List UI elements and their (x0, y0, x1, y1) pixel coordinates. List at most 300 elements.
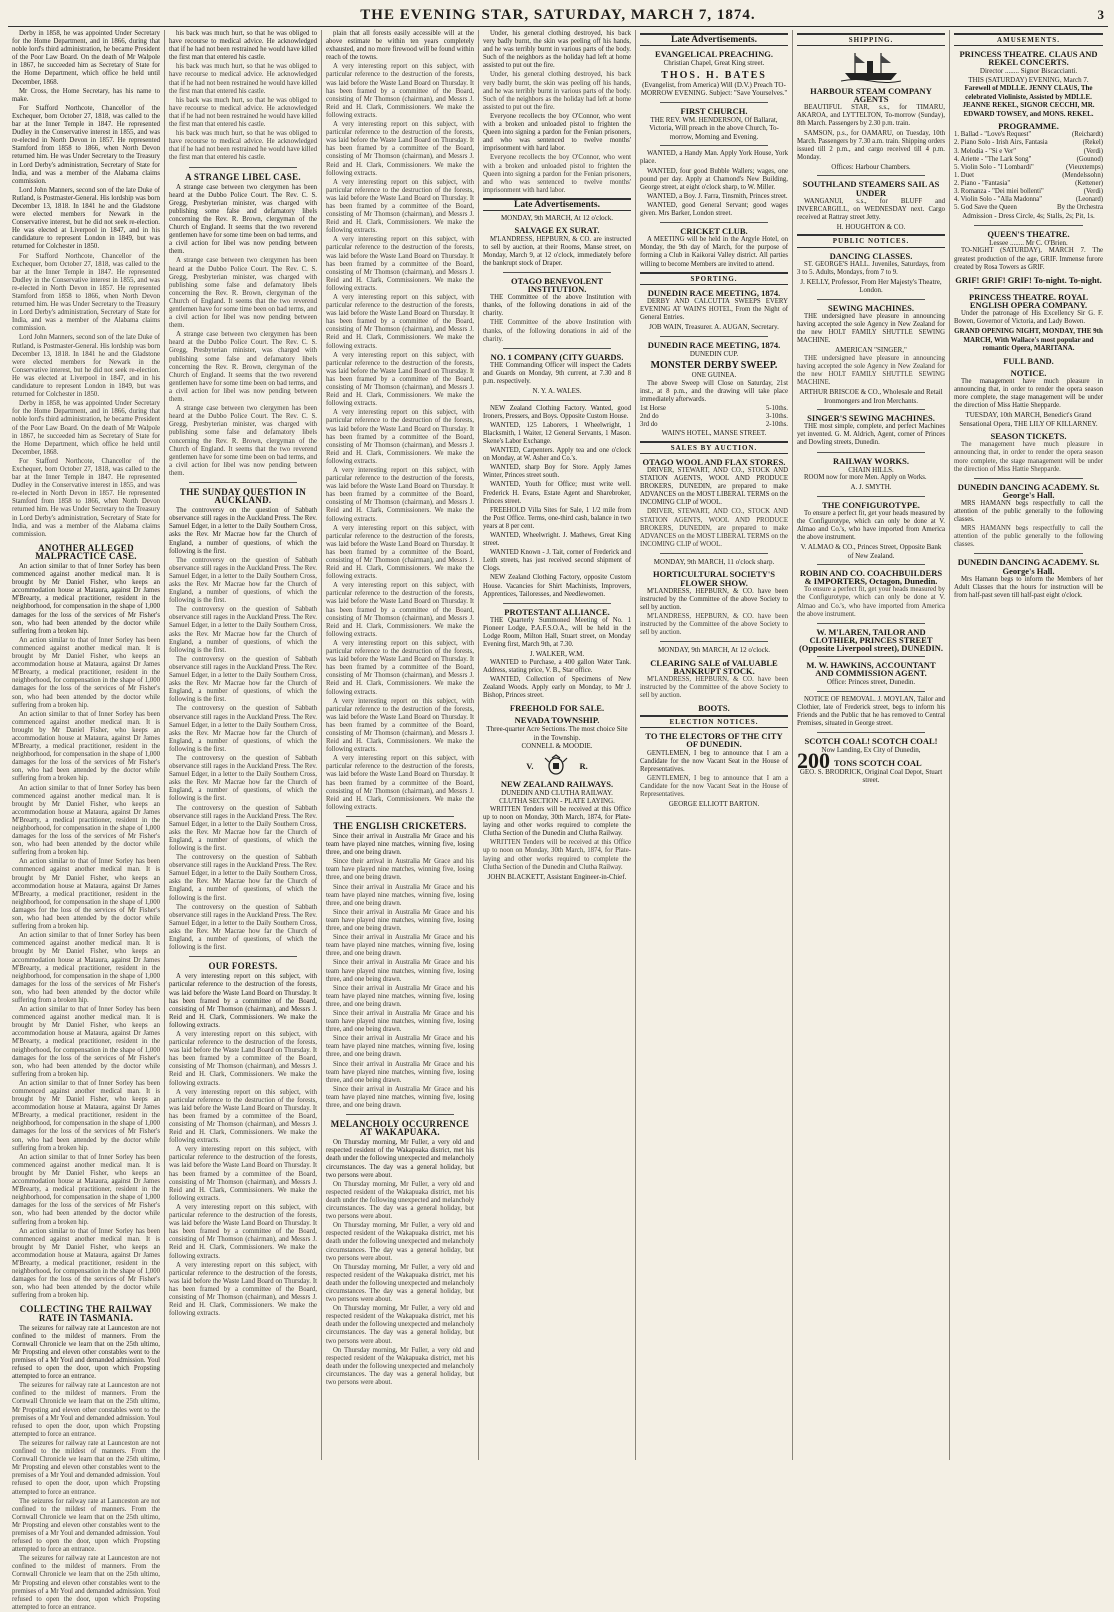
ad-text: To ensure a perfect fit, get your heads measured by the Configurotype, which can only be done at V. Almao and Co.'s, who have imported from America the above instrument. (797, 509, 945, 542)
divider (974, 553, 1083, 554)
divider (817, 299, 925, 300)
article-headline: COLLECTING THE RAILWAY RATE IN TASMANIA. (19, 1304, 153, 1323)
steamship-icon (841, 49, 901, 83)
divider (817, 732, 925, 733)
article-text: An action similar to that of Inner Sorley has been commenced against another medical man. It is brought by Mr Daniel Fisher, who keeps an accommodation house at Mataura, against Dr James M'Brearty, a medical practitioner, resident in the neighborhood, for compensation in the shape of 1,000 damages for the loss of the services of Mr Fisher's son, who had been attended by the doctor while suffering from a broken hip. (12, 710, 160, 783)
column-4 (479, 30, 636, 1460)
divider (974, 288, 1083, 289)
ad-text: WRITTEN Tenders will be received at this Office up to noon on Monday, 30th March, 1874, for Plate-laying and other works required to complete the Clutha Section of the Dunedin and Clutha Railway. (483, 805, 631, 838)
divider (817, 564, 925, 565)
ad-text: BEAUTIFUL STAR, s.s., for TIMARU, AKAROA, and LYTTELTON, To-morrow (Sunday), 8th March. Passengers by 2.30 p.m. train. (797, 104, 945, 128)
ad-text: THE undersigned have pleasure in announcing having accepted the sole Agency in New Zealand for the new HOLT FAMILY SHUTTLE SEWING MACHINE. (797, 312, 945, 345)
ad-heading: PROTESTANT ALLIANCE. (504, 606, 610, 617)
article-text: Since their arrival in Australia Mr Grace and his team have played nine matches, winning five, losing three, and one being drawn. (326, 984, 474, 1008)
programme-piece: 4. Ariette - "The Lark Song" (954, 155, 1032, 163)
article-text: An action similar to that of Inner Sorley has been commenced against another medical man. It is brought by Mr Daniel Fisher, who keeps an accommodation house at Mataura, against Dr James M'Brearty, a medical practitioner, resident in the neighborhood, for compensation in the shape of 1,000 damages for the loss of the services of Mr Fisher's son, who had been attended by the doctor while suffering from a broken hip. (12, 784, 160, 857)
divider (660, 641, 768, 642)
article-text: The seizures for railway rate at Launceston are not confined to the mildest of manners. From the Cornwall Chronicle we learn that on the 25th ultimo, Mr Propsting and eleven other constables went to the premises of a Mr Youl and demanded admission. Youl refused to open the door, upon which Propsting attempted to force an entrance. (12, 1497, 160, 1554)
article-text: The seizures for railway rate at Launceston are not confined to the mildest of manners. From the Cornwall Chronicle we learn that on the 25th ultimo, Mr Propsting and eleven other constables went to the premises of a Mr Youl and demanded admission. Youl refused to open the door, upon which Propsting attempted to force an entrance. (12, 1439, 160, 1496)
article-text: Since their arrival in Australia Mr Grace and his team have played nine matches, winning five, losing three, and one being drawn. (326, 1009, 474, 1034)
ad-signature: GEORGE ELLIOTT BARTON. (668, 800, 760, 809)
article-text: The controversy on the question of Sabbath observance still rages in the Auckland Press. The Rev. Samuel Edger, in a letter to the Daily Southern Cross, asks the Rev. Mr Macrae how far the Church of England, a number of questions, of which the following is the first. (169, 606, 317, 654)
ad-signature: J. WALKER, W.M. (529, 650, 585, 659)
programme-piece: 2. Piano - "Fantasia" (954, 179, 1011, 187)
programme-piece: 4. Violin Solo - "Alla Madonna" (954, 196, 1043, 204)
ad-date: TUESDAY, 10th MARCH, Benedict's Grand Sensational Opera, THE LILY OF KILLARNEY. (959, 411, 1098, 428)
article-text: For Stafford Northcote, Chancellor of the Exchequer, born October 27, 1818, was called to the bar at the Inner Temple in 1847. He represented Dudley in the Conservative interest in 1855, and was re-elected in North Devon in 1857. He represented Stamford from 1858 to 1866, when North Devon returned him. He was Under Secretary to the Treasury in Lord Derby's administration, Secretary of State for India, and was a member of the Alabama claims commission. (12, 457, 160, 538)
prize-share: 5-10ths. (765, 405, 788, 413)
article-text: A very interesting report on this subject, with particular reference to the destruction of the forests, was laid before the Waste Land Board on Thursday. It has been framed by a committee of the Board, consisting of Mr Thomson (chairman), and Messrs J. Reid and H. Clark, Commissioners. We make the following extracts. (326, 236, 474, 292)
programme-piece: 1. Duet (954, 171, 975, 179)
article-text: The seizures for railway rate at Launceston are not confined to the mildest of manners. From the Cornwall Chronicle we learn that on the 25th ultimo, Mr Propsting and eleven other constables went to the premises of a Mr Youl and demanded admission. Youl refused to open the door, upon which Propsting attempted to force an entrance. (12, 1555, 160, 1611)
article-text: On Thursday morning, Mr Fuller, a very old and respected resident of the Wakapuaka district, met his death under the following unexpected and melancholy circumstances. The day was a general holiday, but two persons were about. (326, 1180, 474, 1221)
prize-table (640, 405, 788, 429)
programme-item (954, 188, 1103, 196)
ad-text: FREEHOLD Villa Sites for Sale, 1 1/2 mile from the Post Office. Terms, one-third cash, balance in two years at 8 per cent. (483, 506, 631, 530)
ad-text: WANTED to Purchase, a 400 gallon Water Tank. Address, stating price, V. B., Star office. (483, 658, 631, 674)
ad-subheading: ONE GUINEA. (691, 371, 737, 380)
ad-text: THE REV. WM. HENDERSON, Of Ballarat, Victoria, Will preach in the above Church, To-morrow, Morning and Evening. (649, 115, 779, 141)
prize-place: 2nd do (640, 413, 659, 421)
ad-text: WANTED, Carpenters. Apply tea and one o'clock on Monday, at W. Asher and Co.'s. (483, 447, 631, 463)
ad-subheading: CHAIN HILLS. (848, 465, 894, 474)
programme-composer: (Verdi) (1083, 147, 1103, 155)
ad-heading: SEWING MACHINES. (828, 302, 914, 313)
ad-text: GENTLEMEN, I beg to announce that I am a Candidate for the now Vacant Seat in the House of Representatives. (640, 749, 788, 773)
ad-subheading: FULL BAND. (1003, 355, 1054, 366)
ad-text: MRS HAMANN begs respectfully to call the attention of the public generally to the following classes. (954, 525, 1103, 549)
section-header: Late Advertisements. (483, 198, 631, 211)
section-header: Late Advertisements. (640, 33, 788, 46)
ad-heading: ROBIN AND CO. COACHBUILDERS & IMPORTERS, Octagon, Dunedin. (799, 568, 943, 587)
ad-text: WANTED, a Handy Man. Apply York House, York place. (640, 150, 788, 166)
article-headline: THE ENGLISH CRICKETERS. (333, 820, 467, 831)
ad-heading: DUNEDIN RACE MEETING, 1874. (647, 339, 781, 350)
ad-heading: FREEHOLD FOR SALE. (509, 703, 605, 714)
divider (346, 816, 454, 817)
ad-heading: SOUTHLAND STEAMERS SAIL AS UNDER (802, 179, 940, 198)
article-text: A very interesting report on this subject, with particular reference to the destruction of the forests, was laid before the Waste Land Board on Thursday. It has been framed by a committee of the Board, consisting of Mr Thomson (chairman), and Messrs J. Reid and H. Clark, Commissioners. We make the following extracts. (326, 178, 474, 235)
article-text: A strange case between two clergymen has been heard at the Dubbo Police Court. The Rev. C. S. Gregg, Presbyterian minister, was charged with publishing some false and defamatory libels concerning the Rev. R. Brown, clergyman of the Church of England. It seems that the two reverend gentlemen have for some time been on bad terms, and a civil action for libel was now pending between them. (169, 405, 317, 477)
ad-text: THE Commanding Officer will inspect the Cadets and Guards on Monday, 9th current, at 7.30 and 8 p.m. respectively. (483, 361, 631, 385)
ad-subheading: Christian Chapel, Great King street. (663, 59, 765, 68)
ad-heading: CRICKET CLUB. (680, 226, 748, 237)
article-text: Since their arrival in Australia Mr Grace and his team have played nine matches, winning five, losing three, and one being drawn. (326, 883, 474, 907)
ad-subheading: DUNEDIN AND CLUTHA RAILWAY. (501, 788, 613, 797)
programme-item (954, 180, 1103, 188)
ad-heading: EVANGELICAL PREACHING. (655, 49, 773, 60)
article-text: Since their arrival in Australia Mr Grace and his team have played nine matches, winning five, losing three, and one being drawn. (326, 1035, 474, 1059)
ad-text: DERBY AND CALCUTTA SWEEPS EVERY EVENING AT WAIN'S HOTEL, From the Night of General Entries. (640, 297, 788, 321)
article-text: An action similar to that of Inner Sorley has been commenced against another medical man. It is brought by Mr Daniel Fisher, who keeps an accommodation house at Mataura, against Dr James M'Brearty, a medical practitioner, resident in the neighborhood, for compensation in the shape of 1,000 damages for the loss of the services of Mr Fisher's son, who had been attended by the doctor while suffering from a broken hip. (12, 1227, 160, 1300)
divider (660, 102, 768, 103)
article-text: Everyone recollects the boy O'Connor, who went with a broken and unloaded pistol to frighten the Queen into signing a pardon for the Fenian prisoners, and who was sentenced to twelve months' imprisonment with hard labor. (483, 154, 631, 194)
ad-text: THE undersigned have pleasure in announcing having accepted the sole Agency in New Zealand for the new HOLT FAMILY SHUTTLE SEWING MACHINE. (797, 354, 945, 387)
ad-text: NEW Zealand Clothing Factory. Wanted, good Ironers, Pressers, and Boys. Opposite Custom House. (483, 404, 631, 420)
programme-composer: (Vieuxtemps) (1066, 163, 1103, 171)
ad-text: Office: Princes street, Dunedin. (826, 678, 916, 687)
article-text: The controversy on the question of Sabbath observance still rages in the Auckland Press. The Rev. Samuel Edger, in a letter to the Daily Southern Cross, asks the Rev. Mr Macrae how far the Church of England, a number of questions, of which the following is the first. (169, 854, 317, 902)
article-text: A very interesting report on this subject, with particular reference to the destruction of the forests, was laid before the Waste Land Board on Thursday. It has been framed by a committee of the Board, consisting of Mr Thomson (chairman), and Messrs J. Reid and H. Clark, Commissioners. We make the following extracts. (326, 466, 474, 523)
divider (817, 496, 925, 497)
article-text: On Thursday morning, Mr Fuller, a very old and respected resident of the Wakapuaka district, met his death under the following unexpected and melancholy circumstances. The day was a general holiday, but two persons were about. (326, 1222, 474, 1262)
programme-composer: (Verdi) (1083, 188, 1103, 196)
ad-title: MONSTER DERBY SWEEP. (650, 360, 778, 372)
ad-signature: V. ALMAO & CO., Princes Street, Opposite Bank of New Zealand. (800, 543, 942, 560)
divider (189, 482, 297, 483)
ad-title: Farewell of MDLLE. JENNY CLAUS, The celebrated Violiniste, Assisted by MDLLE. JEANNE REKEL, SIGNOR CECCHI, MR. EDWARD TOWSEY, and MONS. REKEL. (962, 84, 1095, 118)
ad-text: WANGANUI, s.s., for BLUFF and INVERCARGILL, on WEDNESDAY next. Cargo received at Rattray street Jetty. (797, 197, 945, 221)
article-text: Derby in 1858, he was appointed Under Secretary for the Home Department, and in 1866, during that noble lord's third administration, he became President of the Poor Law Board. On the death of Mr Walpole in 1867, he succeeded him as Secretary of State for the Home Department, which office he held until December, 1868. (12, 30, 160, 86)
divider (817, 452, 925, 453)
ad-heading: NO. 1 COMPANY (CITY GUARDS. (490, 351, 624, 362)
ad-subheading: AMERICAN "SINGER," (835, 346, 907, 355)
prize-row (640, 421, 788, 429)
ad-text: WANTED Known - J. Tait, corner of Frederick and Leith streets, has just received second shipment of Clogs. (483, 549, 631, 573)
prize-share: 3-10ths. (765, 413, 788, 421)
article-text: his back was much hurt, so that he was obliged to have recourse to medical advice. He acknowledged that if he had not been restrained he would have killed the first man that entered his castle. (169, 130, 317, 162)
article-text: An action similar to that of Inner Sorley has been commenced against another medical man. It is brought by Mr Daniel Fisher, who keeps an accommodation house at Mataura, against Dr James M'Brearty, a medical practitioner, resident in the neighborhood, for compensation in the shape of 1,000 damages for the loss of the services of Mr Fisher's son, who had been attended by the doctor while suffering from a broken hip. (12, 563, 160, 635)
article-text: An action similar to that of Inner Sorley has been commenced against another medical man. It is brought by Mr Daniel Fisher, who keeps an accommodation house at Mataura, against Dr James M'Brearty, a medical practitioner, resident in the neighborhood, for compensation in the shape of 1,000 damages for the loss of the services of Mr Fisher's son, who had been attended by the doctor while suffering from a broken hip. (12, 1006, 160, 1078)
ad-text: Mrs Hamann begs to inform the Members of her Adult Classes that the hours for instruction will be from half-past seven till half-past eight o'clock. (954, 575, 1103, 599)
ad-heading: FIRST CHURCH. (680, 105, 748, 116)
ad-text: M'LANDRESS, HEPBURN, & CO. have been instructed by the Committee of the above Society to sell by auction. (640, 612, 788, 637)
article-text: On Thursday morning, Mr Fuller, a very old and respected resident of the Wakapuaka district, met his death under the following unexpected and melancholy circumstances. The day was a general holiday, but two persons were about. (326, 1139, 474, 1179)
ad-heading: DANCING CLASSES. (829, 250, 913, 261)
article-text: A strange case between two clergymen has been heard at the Dubbo Police Court. The Rev. C. S. Gregg, Presbyterian minister, was charged with publishing some false and defamatory libels concerning the Rev. R. Brown, clergyman of the Church of England. It seems that the two reverend gentlemen have for some time been on bad terms, and a civil action for libel was now pending between them. (169, 331, 317, 404)
ad-text: ST. GEORGE'S HALL. Juveniles, Saturdays, from 3 to 5. Adults, Mondays, from 7 to 9. (797, 260, 945, 276)
ad-text: WANTED, Collection of Specimens of New Zealand Woods. Apply early on Monday, to Mr J. Bishop, Princes street. (483, 675, 631, 700)
programme-piece: 3. Romanza - "Dei miei bollenti" (954, 188, 1044, 196)
column-1 (8, 30, 165, 1611)
article-text: A very interesting report on this subject, with particular reference to the destruction of the forests, was laid before the Waste Land Board on Thursday. It has been framed by a committee of the Board, consisting of Mr Thomson (chairman), and Messrs J. Reid and H. Clark, Commissioners. We make the following extracts. (326, 121, 474, 177)
ad-signature: JOHN BLACKETT, Assistant Engineer-in-Chief. (487, 872, 627, 881)
ad-text: WANTED, Youth for Office; must write well. Frederick H. Evans, Estate Agent and Sharebroker, Princes street. (483, 481, 631, 505)
article-text: The seizures for railway rate at Launceston are not confined to the mildest of manners. From the Cornwall Chronicle we learn that on the 25th ultimo, Mr Propsting and eleven other constables went to the premises of a Mr Youl and demanded admission. Youl refused to open the door, upon which Propsting attempted to force an entrance. (12, 1382, 160, 1438)
ad-heading: SCOTCH COAL! SCOTCH COAL! (804, 736, 938, 747)
article-text: A very interesting report on this subject, with particular reference to the destruction of the forests, was laid before the Waste Land Board on Thursday. It has been framed by a committee of the Board, consisting of Mr Thomson (chairman), and Messrs J. Reid and H. Clark, Commissioners. We make the following extracts. (326, 524, 474, 581)
programme-item (954, 156, 1103, 164)
prize-place: 1st Horse (640, 405, 666, 413)
ad-text: THE most simple, complete, and perfect Machines yet invented. G. M. Aldrich, Agent, corner of Princes and Dowling streets, Dunedin. (797, 423, 945, 447)
divider (817, 691, 925, 692)
ad-heading: M. W. HAWKINS, ACCOUNTANT AND COMMISSION AGENT. (806, 660, 936, 679)
column-6 (793, 30, 950, 1460)
article-text: Since their arrival in Australia Mr Grace and his team have played nine matches, winning five, losing three, and one being drawn. (326, 959, 474, 983)
article-text: The controversy on the question of Sabbath observance still rages in the Auckland Press. The Rev. Samuel Edger, in a letter to the Daily Southern Cross, asks the Rev. Mr Macrae how far the Church of England, a number of questions, of which the following is the first. (169, 903, 317, 952)
ad-heading: OTAGO WOOL AND FLAX STORES. (642, 456, 786, 467)
coal-product: TONS SCOTCH COAL (834, 757, 922, 768)
article-text: An action similar to that of Inner Sorley has been commenced against another medical man. It is brought by Mr Daniel Fisher, who keeps an accommodation house at Mataura, against Dr James M'Brearty, a medical practitioner, resident in the neighborhood, for compensation in the shape of 1,000 damages for the loss of the services of Mr Fisher's son, who had been attended by the doctor while suffering from a broken hip. (12, 636, 160, 709)
section-header: SPORTING. (640, 272, 788, 285)
article-headline: MELANCHOLY OCCURRENCE AT WAKAPUAKA. (330, 1119, 470, 1138)
column-2 (165, 30, 322, 1460)
ad-heading: HARBOUR STEAM COMPANY AGENTS (810, 86, 932, 105)
article-text: The controversy on the question of Sabbath observance still rages in the Auckland Press. The Rev. Samuel Edger, in a letter to the Daily Southern Cross, asks the Rev. Mr Macrae how far the Church of England, a number of questions, of which the following is the first. (169, 556, 317, 605)
ad-text: MRS HAMANN begs respectfully to call the attention of the public generally to the following classes. (954, 499, 1103, 524)
divider (817, 656, 925, 657)
programme-item (954, 196, 1103, 204)
ad-text: SAMSON, p.s., for OAMARU, on Tuesday, 10th March. Passengers by 7.30 a.m. train. Shipping orders issued till 2 p.m., and cargo received till 4 p.m. Monday. (797, 129, 945, 161)
ad-signature: A. J. SMYTH. (850, 483, 892, 492)
ad-heading: OTAGO BENEVOLENT INSTITUTION. (510, 275, 603, 295)
divider (974, 225, 1083, 226)
article-text: A very interesting report on this subject, with particular reference to the destruction of the forests, was laid before the Waste Land Board on Thursday. It has been framed by a committee of the Board, consisting of Mr Thomson (chairman), and Messrs J. Reid and H. Clark, Commissioners. We make the following extracts. (326, 697, 474, 754)
ad-heading: BOOTS. (698, 703, 730, 714)
ad-signature: GEO. S. BRODRICK, Original Coal Depot, Stuart street. (799, 767, 943, 785)
divider (346, 1114, 454, 1115)
divider (660, 222, 768, 223)
article-text: The controversy on the question of Sabbath observance still rages in the Auckland Press. The Rev. Samuel Edger, in a letter to the Daily Southern Cross, asks the Rev. Mr Macrae how far the Church of England, a number of questions, of which the following is the first. (169, 804, 317, 852)
ad-heading: DUNEDIN DANCING ACADEMY. St. George's Hall. (957, 481, 1100, 500)
ad-text: GENTLEMEN, I beg to announce that I am a Candidate for the now Vacant Seat in the House of Representatives. (640, 774, 788, 798)
ad-text: THE Committee of the above Institution with thanks, of the following donations in aid of the charity. (483, 294, 631, 318)
article-text: Lord John Manners, second son of the late Duke of Rutland, is Postmaster-General. His lordship was born December 13, 1818. In 1841 he and the Gladstone were elected members for Newark in the Conservative interest, but he did not seek re-election. He was elected at Liverpool in 1847, and in his candidature to represent London in 1849, but was returned for Colchester in 1850. (12, 334, 160, 399)
section-header: ELECTION NOTICES. (640, 715, 788, 728)
ad-signature: ARTHUR BRISCOE & CO., Wholesale and Retail Ironmongers and Iron Merchants. (799, 388, 943, 405)
ad-text: WANTED, sharp Boy for Store. Apply James Winter, Princes street south. (483, 464, 631, 480)
ad-heading: TO THE ELECTORS OF THE CITY OF DUNEDIN. (645, 731, 783, 750)
article-text: Lord John Manners, second son of the late Duke of Rutland, is Postmaster-General. His lordship was born December 13, 1818. In 1841 he and the Gladstone were elected members for Newark in the Conservative interest, but he did not seek re-election. He was elected at Liverpool in 1847, and in his candidature to represent London in 1849, but was returned for Colchester in 1850. (12, 186, 160, 251)
ad-heading: NOTICE. (1010, 367, 1047, 378)
programme-piece: 3. Melodia - "Si e Ver" (954, 147, 1017, 155)
article-text: Since their arrival in Australia Mr Grace and his team have played nine matches, winning five, losing three, and one being drawn. (326, 833, 474, 857)
ad-text: A MEETING will be held in the Argyle Hotel, on Monday, the 9th day of March, for the purpose of forming a Club in Kaikorai Valley district. All parties willing to become Members are invited to attend. (640, 236, 788, 268)
ad-title: NEVADA TOWNSHIP. (514, 715, 600, 726)
ad-text: The management have much pleasure in announcing that, in order to render the opera season more complete, the stage management will be under the direction of Miss Hattie Shepparde. (954, 441, 1103, 473)
programme-item (954, 204, 1103, 212)
coal-quantity: 200 (797, 748, 830, 774)
ad-text: TO-NIGHT (SATURDAY), MARCH 7. The greatest production of the age, GRIF. Immense furore created by Rosa Towers as GRIF. (954, 247, 1103, 271)
article-headline: ANOTHER ALLEGED MALPRACTICE CASE. (35, 542, 137, 561)
crest-letter-v: V. (526, 761, 534, 772)
article-text: For Stafford Northcote, Chancellor of the Exchequer, born October 27, 1818, was called to the bar at the Inner Temple in 1847. He represented Dudley in the Conservative interest in 1855, and was re-elected in North Devon in 1857. He represented Stamford from 1858 to 1866, when North Devon returned him. He was Under Secretary to the Treasury in Lord Derby's administration, Secretary of State for India, and was a member of the Alabama claims commission. (12, 104, 160, 185)
ad-text: WANTED, good General Servant; good wages given. Mrs Barker, London street. (640, 201, 788, 218)
divider (660, 553, 768, 554)
article-text: An action similar to that of Inner Sorley has been commenced against another medical man. It is brought by Mr Daniel Fisher, who keeps an accommodation house at Mataura, against Dr James M'Brearty, a medical practitioner, resident in the neighborhood, for compensation in the shape of 1,000 damages for the loss of the services of Mr Fisher's son, who had been attended by the doctor while suffering from a broken hip. (12, 1079, 160, 1152)
article-text: Mr Cross, the Home Secretary, has his name to make. (12, 87, 160, 103)
programme-piece: 1. Ballad - "Love's Request" (954, 131, 1032, 139)
crest-letter-r: R. (579, 761, 588, 772)
programme-piece: 5. God Save the Queen (954, 204, 1017, 212)
ad-heading: NEW ZEALAND RAILWAYS. (500, 778, 614, 789)
prize-place: 3rd do (640, 421, 658, 429)
ad-text: (Evangelist, from America) Will (D.V.) Preach TO-MORROW EVENING. Subject: "Save Yourselves." (640, 80, 788, 98)
article-text: A very interesting report on this subject, with particular reference to the destruction of the forests, was laid before the Waste Land Board on Thursday. It has been framed by a committee of the Board, consisting of Mr Thomson (chairman), and Messrs J. Reid and H. Clark, Commissioners. We make the following extracts. (326, 351, 474, 408)
article-text: An action similar to that of Inner Sorley has been commenced against another medical man. It is brought by Mr Daniel Fisher, who keeps an accommodation house at Mataura, against Dr James M'Brearty, a medical practitioner, resident in the neighborhood, for compensation in the shape of 1,000 damages for the loss of the services of Mr Fisher's son, who had been attended by the doctor while suffering from a broken hip. (12, 932, 160, 1004)
ad-text: WANTED, a Boy. J. Farra, Tinsmith, Princes street. (647, 192, 788, 200)
divider (189, 956, 297, 957)
article-headline: THE SUNDAY QUESTION IN AUCKLAND. (179, 486, 307, 506)
article-text: A very interesting report on this subject, with particular reference to the destruction of the forests, was laid before the Waste Land Board on Thursday. It has been framed by a committee of the Board, consisting of Mr Thomson (chairman), and Messrs J. Reid and H. Clark, Commissioners. We make the following extracts. (326, 294, 474, 350)
article-text: his back was much hurt, so that he was obliged to have recourse to medical advice. He acknowledged that if he had not been restrained he would have killed the first man that entered his castle. (169, 30, 317, 62)
article-text: The controversy on the question of Sabbath observance still rages in the Auckland Press. The Rev. Samuel Edger, in a letter to the Daily Southern Cross, asks the Rev. Mr Macrae how far the Church of England, a number of questions, of which the following is the first. (169, 655, 317, 704)
ad-text: M'LANDRESS, HEPBURN, & CO. are instructed to sell by auction, at their Rooms, Manse street, on Monday, March 9, at 12 o'clock, immediately before the bankrupt stock of Draper. (483, 235, 631, 267)
divider (817, 623, 925, 624)
ad-heading: PRINCESS THEATRE. ROYAL ENGLISH OPERA COMPANY. (968, 291, 1089, 310)
section-header: SHIPPING. (797, 33, 945, 46)
ad-title: THOS. H. BATES (661, 69, 767, 81)
ad-text: DRIVER, STEWART, AND CO., STOCK AND STATION AGENTS, WOOL AND PRODUCE BROKERS, DUNEDIN, are prepared to make ADVANCES on the MOST LIBERAL TERMS on the INCOMING CLIP of WOOL. (640, 467, 788, 507)
divider (974, 478, 1083, 479)
column-5 (636, 30, 793, 1460)
ad-subheading: SEASON TICKETS. (990, 431, 1067, 442)
ad-text: THE Committee of the above Institution with thanks, of the following donations in aid of the charity. (483, 319, 631, 343)
programme-item (954, 148, 1103, 156)
article-text: For Stafford Northcote, Chancellor of the Exchequer, born October 27, 1818, was called to the bar at the Inner Temple in 1847. He represented Dudley in the Conservative interest in 1855, and was re-elected in North Devon in 1857. He represented Stamford from 1858 to 1866, when North Devon returned him. He was Under Secretary to the Treasury in Lord Derby's administration, Secretary of State for India, and was a member of the Alabama claims commission. (12, 252, 160, 333)
article-text: Since their arrival in Australia Mr Grace and his team have played nine matches, winning five, losing three, and one being drawn. (326, 1085, 474, 1109)
prize-row (640, 405, 788, 413)
article-text: A very interesting report on this subject, with particular reference to the destruction of the forests, was laid before the Waste Land Board on Thursday. It has been framed by a committee of the Board, consisting of Mr Thomson (chairman), and Messrs J. Reid and H. Clark, Commissioners. We make the following extracts. (169, 1203, 317, 1260)
programme-heading: PROGRAMME. (998, 121, 1059, 132)
article-text: On Thursday morning, Mr Fuller, a very old and respected resident of the Wakapuaka district, met his death under the following unexpected and melancholy circumstances. The day was a general holiday, but two persons were about. (326, 1263, 474, 1304)
article-text: A very interesting report on this subject, with particular reference to the destruction of the forests, was laid before the Waste Land Board on Thursday. It has been framed by a committee of the Board, consisting of Mr Thomson (chairman), and Messrs J. Reid and H. Clark, Commissioners. We make the following extracts. (326, 639, 474, 696)
divider (503, 348, 611, 349)
ad-signature: H. HOUGHTON & CO. (836, 222, 906, 231)
article-text: Under, his general clothing destroyed, his back very badly burnt, the skin was peeling off his hands, and he was terribly burnt in various parts of the body. Such of the neighbors as the holiday had left at home assisted to put out the fire. (483, 71, 631, 111)
article-text: A very interesting report on this subject, with particular reference to the destruction of the forests, was laid before the Waste Land Board on Thursday. It has been framed by a committee of the Board, consisting of Mr Thomson (chairman), and Messrs J. Reid and H. Clark, Commissioners. We make the following extracts. (169, 1261, 317, 1318)
royal-crest-block (483, 754, 631, 776)
article-text: A very interesting report on this subject, with particular reference to the destruction of the forests, was laid before the Waste Land Board on Thursday. It has been framed by a committee of the Board, consisting of Mr Thomson (chairman), and Messrs J. Reid and H. Clark, Commissioners. We make the following extracts. (169, 973, 317, 1029)
ad-text: NOTICE OF REMOVAL. J. MOYLAN, Tailor and Clothier, late of Frederick street, begs to inform his Friends and the Public that he has removed to Central Premises, situated in George street. (797, 695, 945, 727)
ad-heading: W. M'LAREN, TAILOR AND CLOTHIER, PRINCES STREET (Opposite Liverpool street), DUNEDIN. (798, 626, 944, 653)
ad-text: NEW Zealand Clothing Factory, opposite Custom House. Vacancies for Shirt Machinists, Improvers, Apprentices, Tailoresses, and Needlewomen. (483, 574, 631, 598)
ad-text: ROOM now for more Men. Apply on Works. (804, 474, 927, 482)
article-text: On Thursday morning, Mr Fuller, a very old and respected resident of the Wakapuaka district, met his death under the following unexpected and melancholy circumstances. The day was a general holiday, but two persons were about. (326, 1346, 474, 1386)
article-text: A strange case between two clergymen has been heard at the Dubbo Police Court. The Rev. C. S. Gregg, Presbyterian minister, was charged with publishing some false and defamatory libels concerning the Rev. R. Brown, clergyman of the Church of England. It seems that the two reverend gentlemen have for some time been on bad terms, and a civil action for libel was now pending between them. (169, 257, 317, 330)
programme-piece: 5. Violin Solo - "I Lombardi" (954, 163, 1034, 171)
article-text: On Thursday morning, Mr Fuller, a very old and respected resident of the Wakapuaka district, met his death under the following unexpected and melancholy circumstances. The day was a general holiday, but two persons were about. (326, 1305, 474, 1345)
article-text: A strange case between two clergymen has been heard at the Dubbo Police Court. The Rev. C. S. Gregg, Presbyterian minister, was charged with publishing some false and defamatory libels concerning the Rev. R. Brown, clergyman of the Church of England. It seems that the two reverend gentlemen have for some time been on bad terms, and a civil action for libel was now pending between them. (169, 183, 317, 256)
ad-text: The management have much pleasure in announcing that, in order to render the opera season more complete, the stage management will be under the direction of Miss Hattie Shepparde. (954, 377, 1103, 410)
divider (503, 400, 611, 401)
ad-date: MONDAY, 9th MARCH, At 12 o'clock. (657, 646, 771, 655)
programme-composer: (Leonard) (1075, 196, 1103, 204)
article-text: A very interesting report on this subject, with particular reference to the destruction of the forests, was laid before the Waste Land Board on Thursday. It has been framed by a committee of the Board, consisting of Mr Thomson (chairman), and Messrs J. Reid and H. Clark, Commissioners. We make the following extracts. (326, 755, 474, 811)
ad-signature: JOB WAIN, Treasurer. A. AUGAN, Secretary. (649, 323, 779, 332)
ad-text: Three-quarter Acre Sections. The most choice Site in the Township. (486, 725, 628, 742)
ad-text: WANTED, Wheelwright. J. Mathews, Great King street. (483, 531, 631, 548)
ad-signature: Offices: Harbour Chambers. (831, 162, 911, 171)
divider (660, 336, 768, 337)
divider (660, 145, 768, 146)
article-headline: A STRANGE LIBEL CASE. (185, 171, 301, 182)
ad-text: WRITTEN Tenders will be received at this Office up to noon on Monday, 30th March, 1874, for Plate-laying and other works required to complete the Clutha Section of the Dunedin and Clutha Railway. (483, 839, 631, 871)
programme-composer: (Gounod) (1076, 155, 1103, 163)
article-text: A very interesting report on this subject, with particular reference to the destruction of the forests, was laid before the Waste Land Board on Thursday. It has been framed by a committee of the Board, consisting of Mr Thomson (chairman), and Messrs J. Reid and H. Clark, Commissioners. We make the following extracts. (326, 63, 474, 119)
ad-date: MONDAY, 9th MARCH, At 12 o'clock. (500, 213, 614, 222)
ad-date: MONDAY, 9th MARCH, 11 o'clock sharp. (653, 557, 775, 566)
divider (503, 272, 611, 273)
article-text: Since their arrival in Australia Mr Grace and his team have played nine matches, winning five, losing three, and one being drawn. (326, 908, 474, 933)
ad-heading: THE CONFIGUROTYPE. (822, 499, 920, 510)
programme-piece: 2. Piano Solo - Irish Airs, Fantasia (954, 139, 1048, 147)
ad-text: WANTED, four good Bubble Wallers; wages, one pound per day. Apply at Chamond's New Building, George street, at eight o'clock sharp, to W. Miller. (640, 167, 788, 191)
ad-heading: PRINCESS THEATRE. CLAUS AND REKEL CONCERTS. (959, 49, 1098, 68)
programme-item (954, 139, 1103, 147)
ad-signature: CONNELL & MOODIE. (521, 742, 593, 751)
article-text: A very interesting report on this subject, with particular reference to the destruction of the forests, was laid before the Waste Land Board on Thursday. It has been framed by a committee of the Board, consisting of Mr Thomson (chairman), and Messrs J. Reid and H. Clark, Commissioners. We make the following extracts. (169, 1030, 317, 1087)
ad-heading: CLEARING SALE of VALUABLE BANKRUPT STOCK. (650, 657, 778, 676)
ad-signature: GRIF! GRIF! GRIF! To-night. To-night. (955, 274, 1102, 285)
ad-director: Director ........ Signor Biscaccianti. (979, 67, 1078, 76)
ad-signature: N. Y. A. WALES. (532, 387, 582, 396)
divider (817, 175, 925, 176)
ad-heading: SINGER'S SEWING MACHINES. (807, 413, 935, 424)
ad-lessee: Lessee ........ Mr C. O'Brien. (989, 238, 1068, 247)
royal-crest-icon (543, 754, 569, 776)
article-text: Under, his general clothing destroyed, his back very badly burnt, the skin was peeling off his hands, and he was terribly burnt in various parts of the body. Such of the neighbors as the holiday had left at home assisted to put out the fire. (483, 30, 631, 70)
masthead (8, 4, 1108, 27)
ad-heading: RAILWAY WORKS. (833, 455, 909, 466)
page-number: 3 (1097, 7, 1104, 22)
programme-item (954, 131, 1103, 139)
ad-text: WANTED, 125 Laborers, 1 Wheelwright, 1 Blacksmith, 1 Waiter, 12 General Servants, 1 Mason. Skene's Labor Exchange. (483, 421, 631, 445)
article-text: A very interesting report on this subject, with particular reference to the destruction of the forests, was laid before the Waste Land Board on Thursday. It has been framed by a committee of the Board, consisting of Mr Thomson (chairman), and Messrs J. Reid and H. Clark, Commissioners. We make the following extracts. (169, 1146, 317, 1202)
article-text: A very interesting report on this subject, with particular reference to the destruction of the forests, was laid before the Waste Land Board on Thursday. It has been framed by a committee of the Board, consisting of Mr Thomson (chairman), and Messrs J. Reid and H. Clark, Commissioners. We make the following extracts. (326, 582, 474, 638)
divider (817, 409, 925, 410)
ad-text: M'LANDRESS, HEPBURN, & CO. have been instructed by the Committee of the above Society to sell by auction. (640, 587, 788, 611)
section-header: SALES BY AUCTION. (640, 441, 788, 454)
column-7 (950, 30, 1107, 1460)
article-text: A very interesting report on this subject, with particular reference to the destruction of the forests, was laid before the Waste Land Board on Thursday. It has been framed by a committee of the Board, consisting of Mr Thomson (chairman), and Messrs J. Reid and H. Clark, Commissioners. We make the following extracts. (326, 409, 474, 465)
ad-subheading: Now Landing, Ex City of Dunedin, (821, 746, 921, 755)
ad-heading: QUEEN'S THEATRE. (987, 228, 1070, 239)
programme-item (954, 164, 1103, 172)
article-text: plain that all forests easily accessible will at the above estimate be within ten years completely exhausted, and no more firewood will be found within reach of the towns. (326, 30, 474, 62)
section-header: PUBLIC NOTICES. (797, 234, 945, 247)
article-text: Since their arrival in Australia Mr Grace and his team have played nine matches, winning five, losing three, and one being drawn. (326, 934, 474, 958)
article-text: The controversy on the question of Sabbath observance still rages in the Auckland Press. The Rev. Samuel Edger, in a letter to the Daily Southern Cross, asks the Rev. Mr Macrae how far the Church of England, a number of questions, of which the following is the first. (169, 705, 317, 753)
article-text: A very interesting report on this subject, with particular reference to the destruction of the forests, was laid before the Waste Land Board on Thursday. It has been framed by a committee of the Board, consisting of Mr Thomson (chairman), and Messrs J. Reid and H. Clark, Commissioners. We make the following extracts. (169, 1088, 317, 1145)
ad-text: The above Sweep will Close on Saturday, 21st inst., at 8 p.m., and the drawing will take place immediately afterwards. (640, 379, 788, 403)
programme-list (954, 131, 1103, 212)
programme-item (954, 172, 1103, 180)
admission-prices: Admission - Dress Circle, 4s; Stalls, 2s; Pit, 1s. (962, 212, 1095, 221)
ad-text: M'LANDRESS, HEPBURN, & CO. have been instructed by the Committee of the above Society to sell by auction. (640, 675, 788, 700)
programme-composer: By the Orchestra (1056, 204, 1103, 212)
article-text: Since their arrival in Australia Mr Grace and his team have played nine matches, winning five, losing three, and one being drawn. (326, 1060, 474, 1084)
columns (8, 30, 1108, 1611)
article-text: his back was much hurt, so that he was obliged to have recourse to medical advice. He acknowledged that if he had not been restrained he would have killed the first man that entered his castle. (169, 63, 317, 95)
prize-row (640, 413, 788, 421)
ad-text: To ensure a perfect fit, get your heads measured by the Configurotype, which can only be done at V. Almao and Co.'s, who have imported from America the above instrument. (797, 586, 945, 618)
ad-heading: DUNEDIN DANCING ACADEMY. St. George's Hall. (957, 557, 1100, 576)
article-text: Everyone recollects the boy O'Connor, who went with a broken and unloaded pistol to frighten the Queen into signing a pardon for the Fenian prisoners, and who was sentenced to twelve months' imprisonment with hard labor. (483, 112, 631, 153)
section-header: AMUSEMENTS. (954, 33, 1103, 46)
ad-title: GRAND OPENING NIGHT, MONDAY, THE 9th MARCH, With Wallace's most popular and romantic Opera, MARITANA. (954, 327, 1103, 353)
programme-composer: (Rekel) (1082, 139, 1103, 147)
ad-signature: J. KELLY, Professor, From Her Majesty's Theatre, London. (800, 277, 942, 295)
article-text: Since their arrival in Australia Mr Grace and his team have played nine matches, winning five, losing three, and one being drawn. (326, 858, 474, 882)
ad-date: THIS (SATURDAY) EVENING, March 7. (968, 75, 1089, 84)
programme-composer: (Mendelssohn) (1062, 171, 1103, 179)
ad-signature: WAIN'S HOTEL, MANSE STREET. (661, 429, 767, 438)
column-3 (322, 30, 479, 1460)
divider (503, 603, 611, 604)
article-text: Derby in 1858, he was appointed Under Secretary for the Home Department, and in 1866, during that noble lord's third administration, he became President of the Poor Law Board. On the death of Mr Walpole in 1867, he succeeded him as Secretary of State for the Home Department, which office he held until December, 1868. (12, 400, 160, 456)
ad-text: Under the patronage of His Excellency Sir G. F. Bowen, Governor of Victoria, and Lady Bowen. (954, 309, 1103, 326)
article-text: The seizures for railway rate at Launceston are not confined to the mildest of manners. From the Cornwall Chronicle we learn that on the 25th ultimo, Mr Propsting and eleven other constables went to the premises of a Mr Youl and demanded admission. Youl refused to open the door, upon which Propsting attempted to force an entrance. (12, 1324, 160, 1381)
ad-heading: HORTICULTURAL SOCIETY'S FLOWER SHOW. (653, 569, 775, 588)
ad-text: THE Quarterly Summoned Meeting of No. 1 Pioneer Lodge, P.A.F.S.O.A., will be held in the Lodge Room, Milton Hall, Stuart street, on Monday Evening first, March 9th, at 7.30. (483, 616, 631, 649)
article-text: The controversy on the question of Sabbath observance still rages in the Auckland Press. The Rev. Samuel Edger, in a letter to the Daily Southern Cross, asks the Rev. Mr Macrae how far the Church of England, a number of questions, of which the following is the first. (169, 754, 317, 803)
ad-heading: DUNEDIN RACE MEETING, 1874. (647, 287, 781, 298)
article-text: An action similar to that of Inner Sorley has been commenced against another medical man. It is brought by Mr Daniel Fisher, who keeps an accommodation house at Mataura, against Dr James M'Brearty, a medical practitioner, resident in the neighborhood, for compensation in the shape of 1,000 damages for the loss of the services of Mr Fisher's son, who had been attended by the doctor while suffering from a broken hip. (12, 858, 160, 931)
article-headline: OUR FORESTS. (208, 961, 278, 972)
programme-composer: (Kettener) (1075, 179, 1103, 187)
ad-heading: SALVAGE EX SURAT. (514, 225, 600, 236)
